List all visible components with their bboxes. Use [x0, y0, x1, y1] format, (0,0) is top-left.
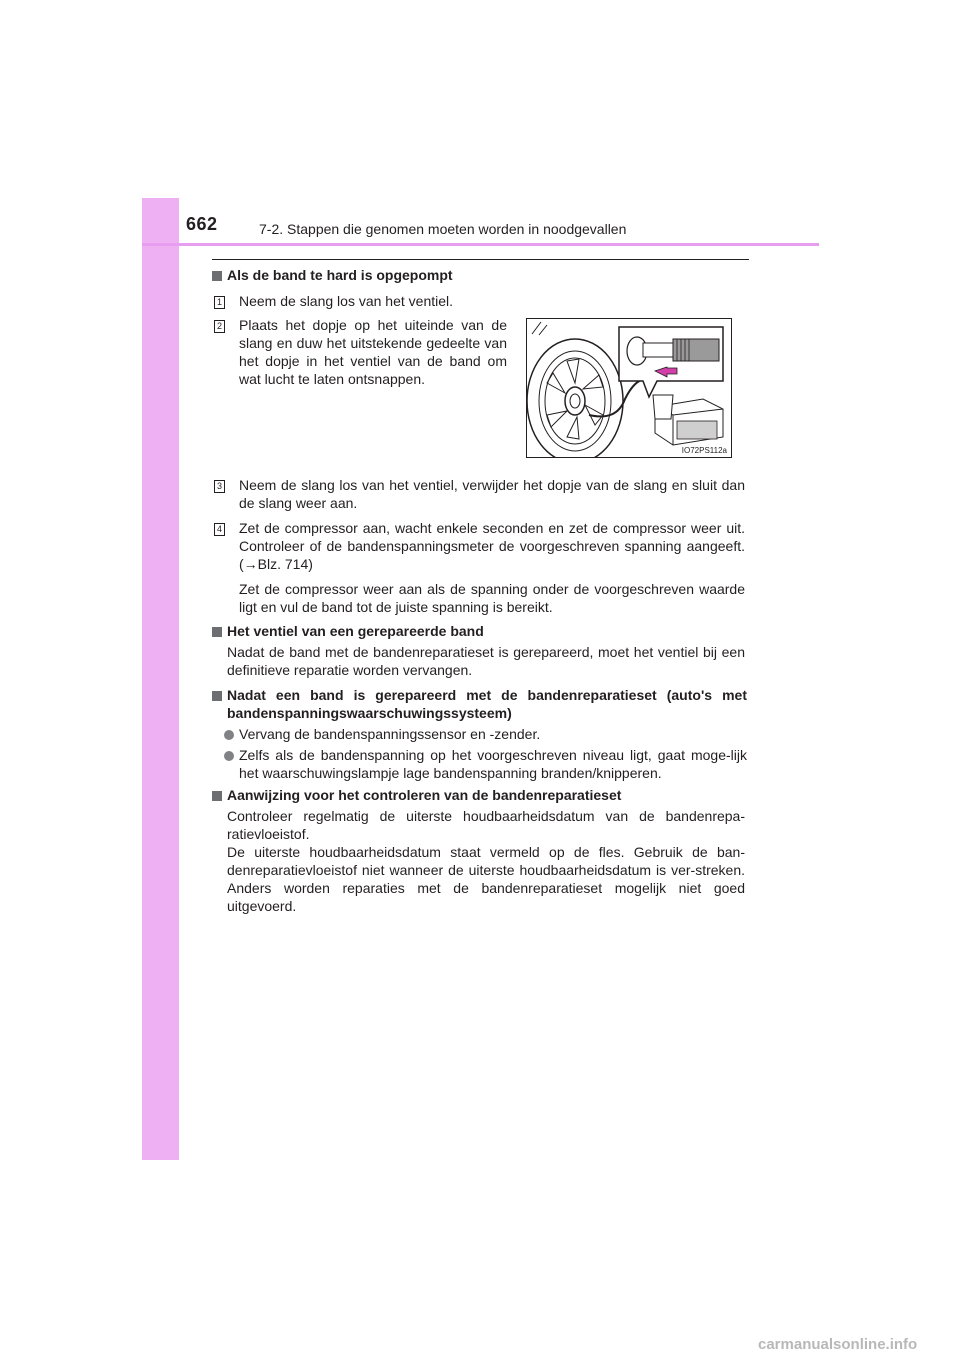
heading-check: Aanwijzing voor het controleren van de bandenreparatieset — [212, 786, 747, 804]
step-number-1: 1 — [214, 296, 225, 309]
check-text-1: Controleer regelmatig de uiterste houdbaarheidsdatum van de bandenrepa-ratievloeistof. — [227, 808, 745, 842]
step-4-text: Zet de compressor aan, wacht enkele seconden en zet de compressor weer uit. Controleer of de bandenspanningsmeter de voorgeschreven spanning aangeeft. (→Blz. 714) — [239, 520, 745, 572]
circle-bullet-icon — [224, 751, 234, 761]
square-bullet-icon — [212, 791, 222, 801]
step-number-4: 4 — [214, 523, 225, 536]
watermark: carmanualsonline.info — [758, 1336, 918, 1353]
list-item: Zelfs als de bandenspanning op het voorgeschreven niveau ligt, gaat moge-lijk het waarschuwingslampje lage bandenspanning branden/knipperen. — [224, 746, 747, 782]
content-rule — [212, 259, 749, 260]
heading-after-repair: Nadat een band is gerepareerd met de bandenreparatieset (auto's met bandenspanningswaarschuwingssysteem) — [212, 686, 747, 722]
square-bullet-icon — [212, 271, 222, 281]
heading-too-hard: Als de band te hard is opgepompt — [212, 266, 747, 284]
square-bullet-icon — [212, 691, 222, 701]
step-1-text: Neem de slang los van het ventiel. — [239, 293, 454, 309]
square-bullet-icon — [212, 627, 222, 637]
wheel-hose-drawing — [527, 319, 731, 457]
step-number-3: 3 — [214, 480, 225, 493]
step-3-text: Neem de slang los van het ventiel, verwijder het dopje van de slang en sluit dan de slang weer aan. — [239, 477, 745, 511]
step-4-note: Zet de compressor weer aan als de spanning onder de voorgeschreven waarde ligt en vul de band tot de juiste spanning is bereikt. — [239, 581, 745, 615]
illustration-code: IO72PS112a — [681, 446, 727, 455]
circle-bullet-icon — [224, 730, 234, 740]
check-text-2: De uiterste houdbaarheidsdatum staat vermeld op de fles. Gebruik de ban-denreparatievloeistof niet wanneer de uiterste houdbaarheidsdatum is ver-streken. Anders worden reparaties met de bandenreparatieset mogelijk niet goed uitgevoerd. — [227, 844, 745, 914]
step-number-2: 2 — [214, 320, 225, 333]
tire-valve-illustration — [526, 318, 732, 458]
page-number: 662 — [186, 214, 218, 234]
valve-text: Nadat de band met de bandenreparatieset is gerepareerd, moet het ventiel bij een definitieve reparatie worden vervangen. — [227, 644, 745, 678]
sidebar-tab — [142, 198, 179, 1160]
header-rule — [142, 243, 819, 246]
list-item: Vervang de bandenspanningssensor en -zender. — [224, 725, 747, 743]
section-title: 7-2. Stappen die genomen moeten worden in noodgevallen — [259, 221, 627, 237]
step-2-text: Plaats het dopje op het uiteinde van de slang en duw het uitstekende gedeelte van het dopje in het ventiel van de band om wat lucht te laten ontsnappen. — [239, 317, 507, 387]
heading-valve: Het ventiel van een gerepareerde band — [212, 622, 747, 640]
